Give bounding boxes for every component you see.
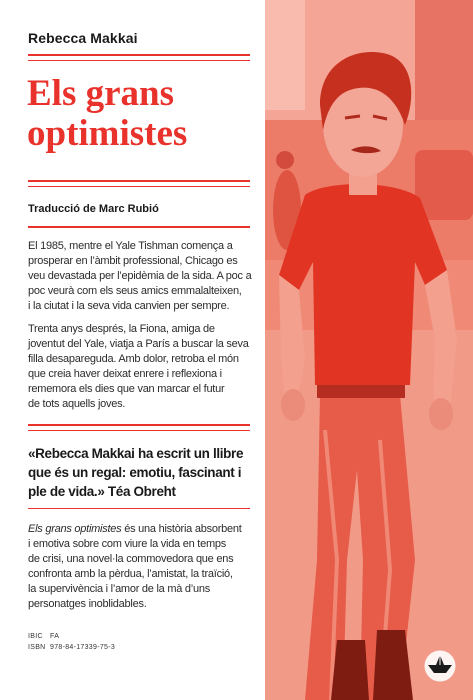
text-column: [28, 0, 250, 700]
title-line-1: Els grans: [27, 73, 175, 114]
ibic-code: [28, 633, 59, 640]
rule-quote-top: [28, 424, 250, 426]
synopsis-paragraph-1: [28, 239, 251, 314]
text-line: que creia haver deixat enrere i reflexiona i: [28, 368, 222, 380]
cover-photo: [265, 0, 473, 700]
text-line: poc veurà com els seus amics emmalalteixen,: [28, 285, 242, 297]
rule-quote-top-thin: [28, 430, 250, 431]
rule-title-bottom-thin: [28, 186, 250, 187]
text-line: rememora els dies que van marcar el futur: [28, 383, 225, 395]
text-line: veu devastada per l’epidèmia de la sida. A poc a: [28, 270, 252, 282]
translator-credit: Traducció de Marc Rubió: [28, 203, 159, 215]
text-line: Trenta anys després, la Fiona, amiga de: [28, 323, 215, 335]
book-title: [27, 74, 263, 154]
blurb-line: ple de vida.» Téa Obreht: [28, 484, 176, 499]
text-line: confronta amb la pèrdua, l’amistat, la traïció,: [28, 568, 233, 580]
text-line: prosperar en l’àmbit professional, Chicago es: [28, 255, 238, 267]
text-line: personatges inoblidables.: [28, 598, 147, 610]
text-line: de crisi, una novel·la commovedora que ens: [28, 553, 234, 565]
author-name: Rebecca Makkai: [28, 30, 138, 46]
text-line: la supervivència i l’amor de la mà d’uns: [28, 583, 210, 595]
first-line-rest: és una història absorbent: [121, 523, 242, 535]
publisher-logo-icon: [424, 650, 456, 682]
blurb-line: que és un regal: emotiu, fascinant i: [28, 465, 242, 480]
text-line: [28, 522, 242, 537]
title-italic: Els grans optimistes: [28, 523, 122, 535]
isbn-value: 978-84-17339-75-3: [50, 644, 116, 651]
blurb-line: «Rebecca Makkai ha escrit un llibre: [28, 446, 244, 461]
synopsis-paragraph-2: [28, 322, 249, 412]
title-line-2: optimistes: [27, 113, 188, 154]
description-paragraph: [28, 522, 242, 612]
isbn-label: ISBN: [28, 644, 46, 651]
rule-quote-bottom: [28, 508, 250, 509]
text-line: de tots aquells joves.: [28, 398, 126, 410]
text-line: i la ciutat i la seva vida canvien per sempre.: [28, 300, 230, 312]
rule-top: [28, 54, 250, 56]
rule-top-thin: [28, 60, 250, 61]
review-blurb: [28, 444, 243, 501]
street-portrait-illustration: [265, 0, 473, 700]
text-line: filla desapareguda. Amb dolor, retroba el món: [28, 353, 239, 365]
ibic-label: IBIC: [28, 633, 43, 640]
rule-title-bottom: [28, 180, 250, 182]
text-line: i emotiva sobre com viure la vida en temps: [28, 538, 226, 550]
ibic-value: FA: [50, 633, 60, 640]
text-line: joventut del Yale, viatja a París a buscar la seva: [28, 338, 249, 350]
rule-translator: [28, 226, 250, 228]
text-line: El 1985, mentre el Yale Tishman comença a: [28, 240, 233, 252]
isbn-code: [28, 644, 115, 651]
